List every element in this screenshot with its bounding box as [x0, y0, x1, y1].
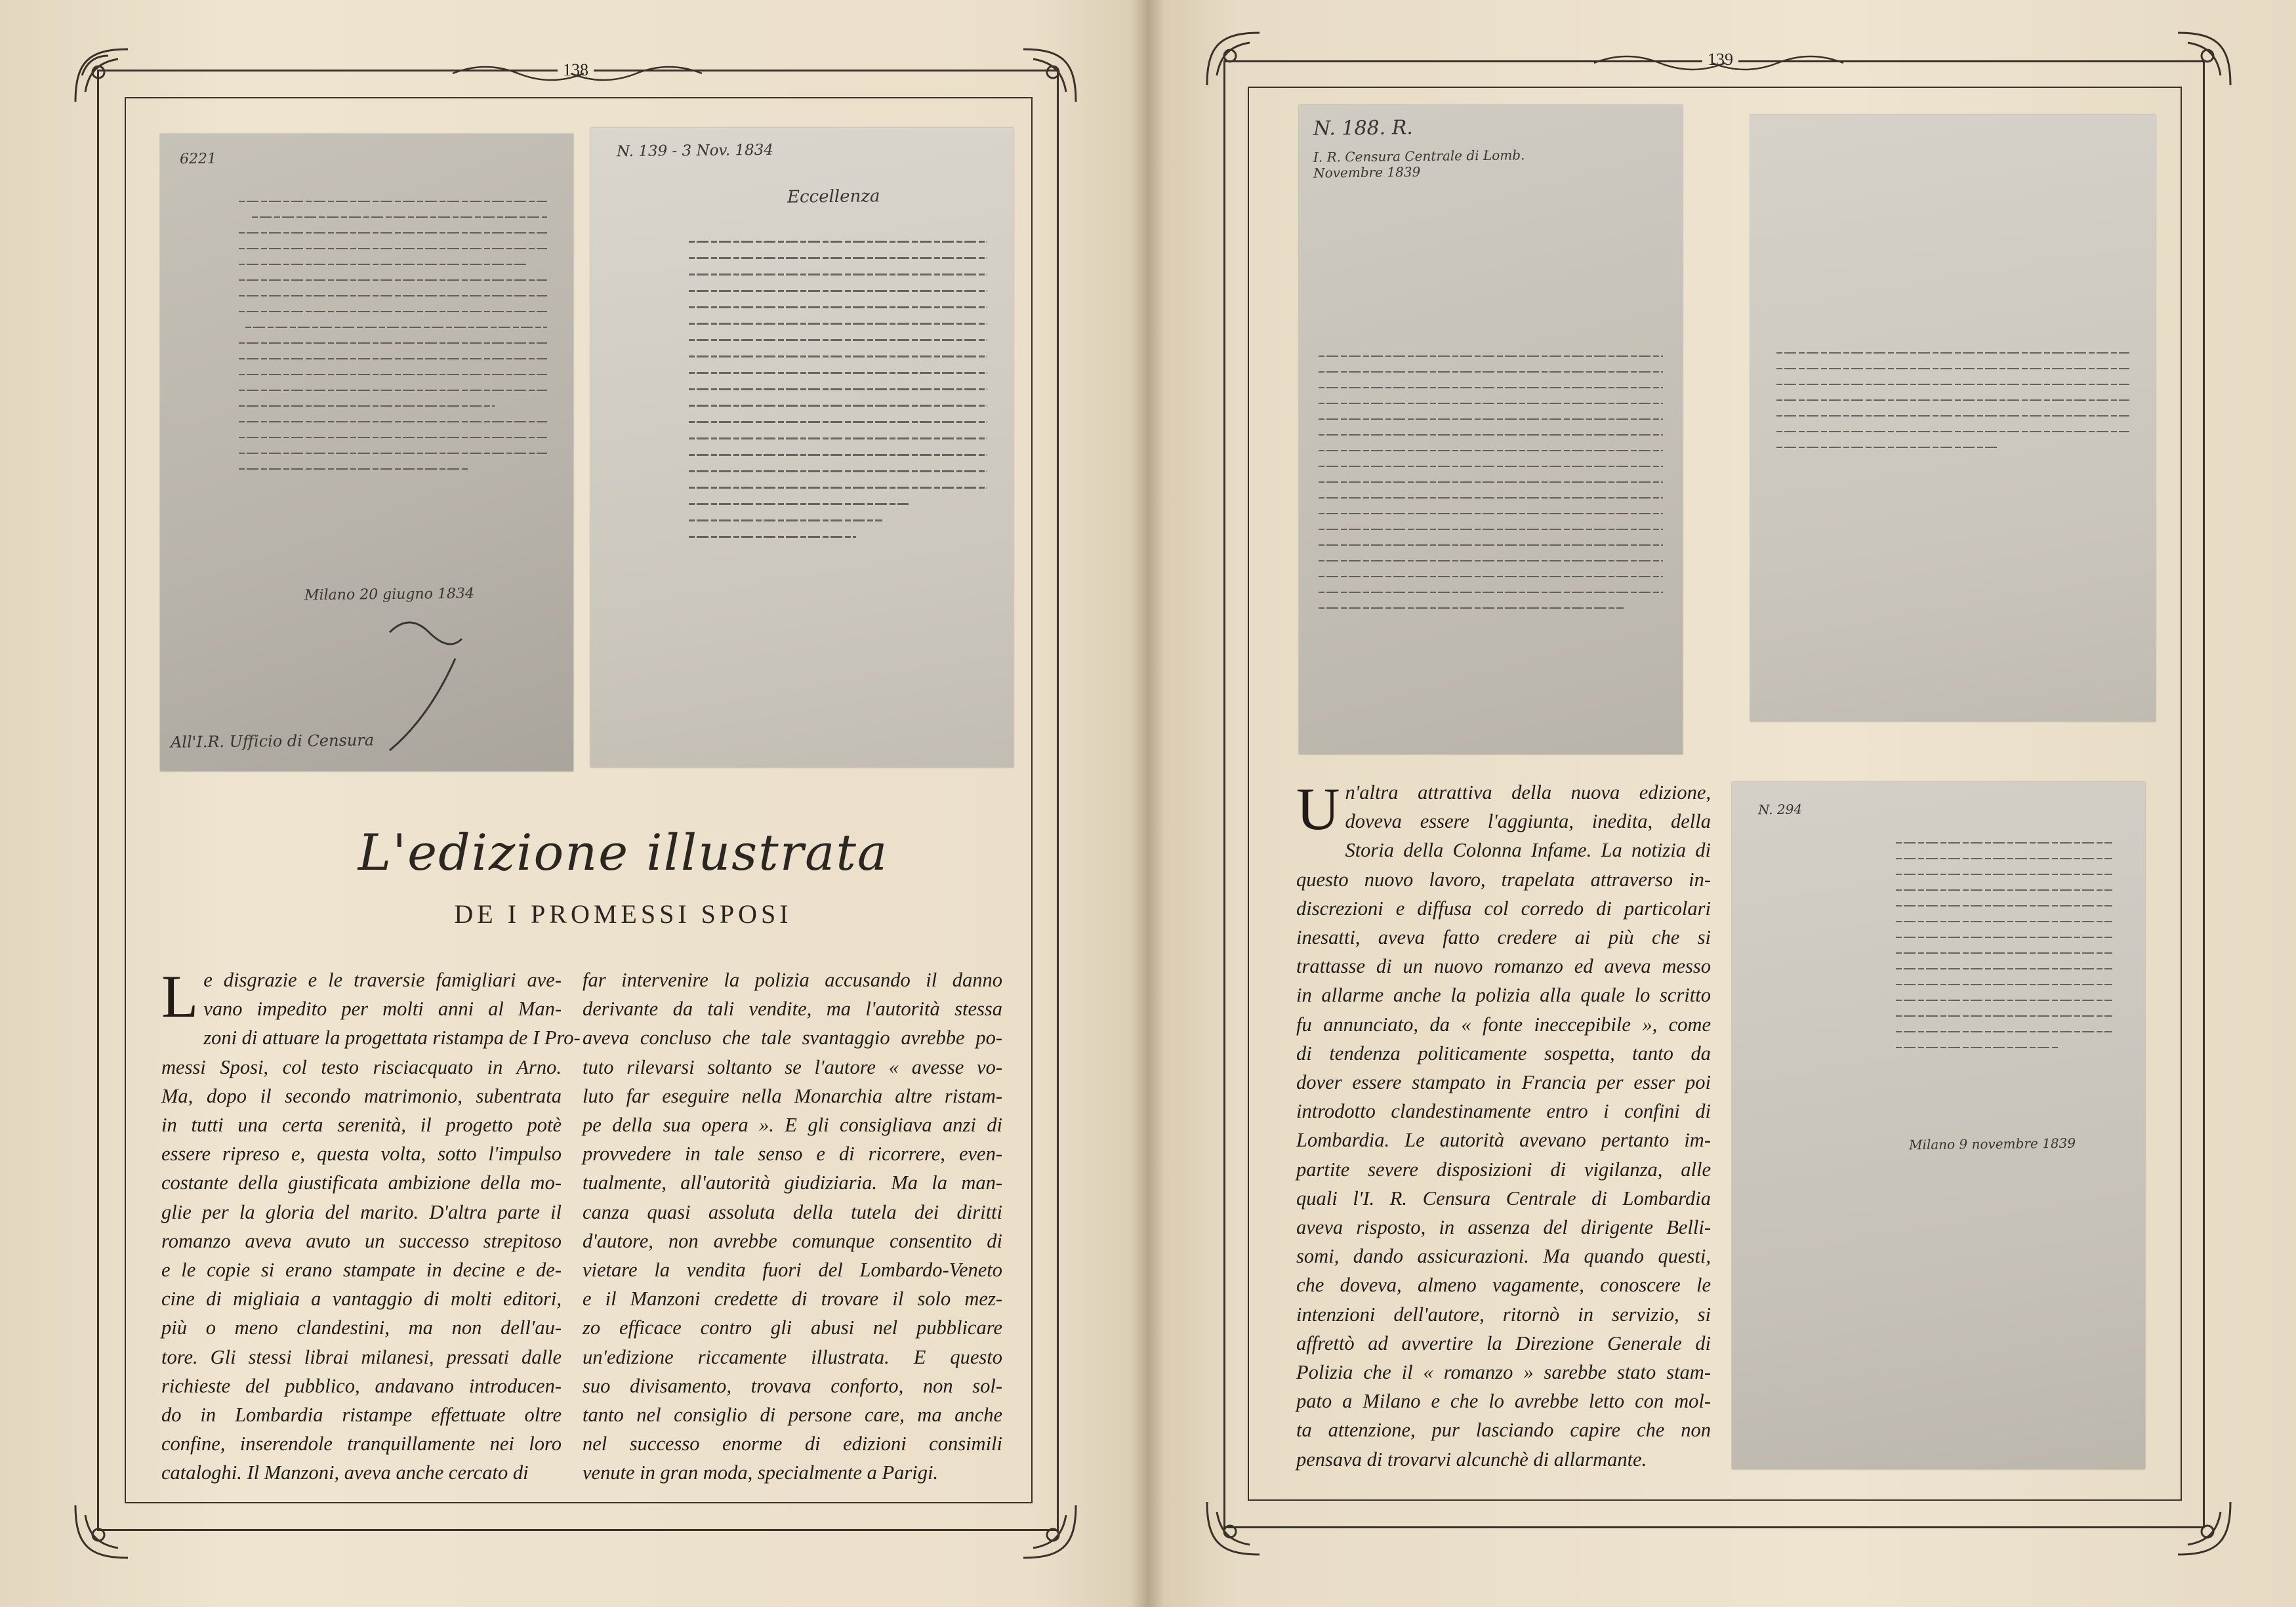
- corner-ornament-icon: [62, 1492, 141, 1571]
- manuscript-photo-3: [1299, 105, 1683, 754]
- text-line: cataloghi. Il Manzoni, aveva anche cercato di: [161, 1461, 529, 1484]
- manuscript-5-handwriting: [1896, 828, 2112, 1063]
- text-line: somi, dando assicurazioni. Ma quando questi,: [1296, 1245, 1711, 1268]
- manuscript-2-header: N. 139 - 3 Nov. 1834: [616, 141, 774, 161]
- text-line: inesatti, aveva fatto credere ai più che si: [1296, 926, 1711, 949]
- manuscript-1-signoff: Milano 20 giugno 1834: [304, 585, 475, 604]
- text-line: nel successo enorme di edizioni consimili: [583, 1433, 1002, 1455]
- text-line: che doveva, almeno vagamente, conoscere le: [1296, 1274, 1711, 1297]
- page-number: 139: [1702, 50, 1738, 70]
- right-page: [1148, 0, 2296, 1607]
- text-line: Storia della Colonna Infame. La notizia di: [1345, 839, 1711, 862]
- text-line: ta attenzione, pur lasciando capire che non: [1296, 1419, 1711, 1442]
- manuscript-4-handwriting: [1776, 338, 2129, 462]
- text-line: questo nuovo lavoro, trapelata attraverso in-: [1296, 868, 1711, 891]
- text-line: cine di migliaia a vantaggio di molti editori,: [161, 1288, 562, 1311]
- text-line: più o meno clandestini, ma non dell'au-: [161, 1316, 562, 1339]
- top-flourish-icon: [446, 60, 708, 87]
- text-line: suo divisamento, trovava conforto, non sol-: [583, 1374, 1002, 1397]
- manuscript-photo-5: [1732, 782, 2145, 1469]
- text-line: costante della giustificata ambizione della mo-: [161, 1171, 562, 1194]
- text-line: luto far eseguire nella Monarchia altre ristam-: [583, 1084, 1002, 1107]
- section-title: L'edizione illustrata: [358, 823, 889, 882]
- manuscript-2-salutation: Eccellenza: [787, 186, 880, 207]
- manuscript-photo-2: [590, 128, 1014, 767]
- text-line: Ma, dopo il secondo matrimonio, subentrata: [161, 1084, 562, 1107]
- text-line: glie per la gloria del marito. D'altra parte il: [161, 1200, 562, 1223]
- text-line: Lombardia. Le autorità avevano pertanto im-: [1296, 1129, 1711, 1152]
- text-line: tanto nel consiglio di persone care, ma anche: [583, 1404, 1002, 1427]
- text-line: partite severe disposizioni di vigilanza, alle: [1296, 1158, 1711, 1181]
- page-number: 138: [558, 60, 594, 80]
- manuscript-1-footer: All'I.R. Ufficio di Censura: [170, 731, 375, 752]
- text-line: richieste del pubblico, andavano introducen-: [161, 1374, 562, 1397]
- text-line: essere ripreso e, questa volta, sotto l'impulso: [161, 1143, 562, 1166]
- corner-ornament-icon: [62, 36, 141, 115]
- manuscript-3-handwriting: [1319, 341, 1663, 623]
- text-line: provvedere in tale senso e di ricorrere, even-: [583, 1143, 1002, 1166]
- manuscript-photo-1: [160, 134, 573, 771]
- manuscript-1-header: 6221: [179, 150, 217, 168]
- corner-ornament-icon: [2165, 1489, 2244, 1568]
- text-line: n'altra attrattiva della nuova edizione,: [1345, 781, 1711, 804]
- drop-cap: U: [1296, 775, 1340, 842]
- text-line: in tutti una certa serenità, il progetto potè: [161, 1114, 562, 1137]
- corner-ornament-icon: [1194, 1489, 1273, 1568]
- text-line: doveva essere l'aggiunta, inedita, della: [1345, 810, 1711, 833]
- text-line: aveva concluso che tale svantaggio avrebbe po-: [583, 1027, 1002, 1049]
- corner-ornament-icon: [1010, 36, 1089, 115]
- text-line: affrettò ad avvertire la Direzione Generale di: [1296, 1332, 1711, 1354]
- text-line: e disgrazie e le traversie famigliari ave-: [203, 969, 562, 991]
- text-line: vano impedito per molti anni al Man-: [203, 998, 562, 1021]
- text-line: vietare la vendita fuori del Lombardo-Veneto: [583, 1259, 1002, 1282]
- corner-ornament-icon: [2165, 20, 2244, 98]
- manuscript-5-header: N. 294: [1757, 801, 1803, 818]
- book-gutter: [1132, 0, 1164, 1607]
- text-line: venute in gran moda, specialmente a Parigi.: [583, 1461, 939, 1484]
- text-line: messi Sposi, col testo risciacquato in Arno.: [161, 1055, 562, 1078]
- text-line: di tendenza politicamente sospetta, tanto da: [1296, 1042, 1711, 1065]
- text-line: far intervenire la polizia accusando il danno: [583, 969, 1002, 991]
- text-line: in allarme anche la polizia alla quale lo scritto: [1296, 984, 1711, 1007]
- text-line: pensava di trovarvi alcunchè di allarmante.: [1296, 1448, 1647, 1471]
- manuscript-3-subheader: I. R. Censura Centrale di Lomb. Novembre 1839: [1313, 147, 1525, 181]
- text-line: canza quasi assoluta della tutela dei diritti: [583, 1200, 1002, 1223]
- text-line: tuto rilevarsi soltanto se l'autore « avesse vo-: [583, 1055, 1002, 1078]
- text-column-3: [1296, 775, 1711, 1474]
- text-line: Polizia che il « romanzo » sarebbe stato stam-: [1296, 1361, 1711, 1384]
- drop-cap: L: [161, 963, 199, 1030]
- text-line: e il Manzoni credette di trovare il solo mez-: [583, 1288, 1002, 1311]
- text-line: romanzo aveva avuto un successo strepitoso: [161, 1229, 562, 1252]
- section-subtitle: DE I PROMESSI SPOSI: [454, 899, 792, 929]
- text-line: confine, inserendole tranquillamente nei loro: [161, 1433, 562, 1455]
- manuscript-1-handwriting: [239, 186, 547, 484]
- text-line: discrezioni e diffusa col corredo di particolari: [1296, 897, 1711, 920]
- corner-ornament-icon: [1194, 20, 1273, 98]
- text-line: do in Lombardia ristampe effettuate oltre: [161, 1404, 562, 1427]
- text-line: derivante da tali vendite, ma l'autorità stessa: [583, 998, 1002, 1021]
- text-line: trattasse di un nuovo romanzo ed aveva messo: [1296, 955, 1711, 978]
- text-line: intenzioni dell'autore, ritornò in servizio, si: [1296, 1303, 1711, 1326]
- manuscript-5-signoff: Milano 9 novembre 1839: [1908, 1135, 2076, 1153]
- text-column-2: [583, 966, 1002, 1488]
- text-line: e le copie si erano stampate in decine e de-: [161, 1259, 562, 1282]
- text-line: quali l'I. R. Censura Centrale di Lombardia: [1296, 1187, 1711, 1210]
- text-line: tore. Gli stessi librai milanesi, pressati dalle: [161, 1345, 562, 1368]
- text-line: pato a Milano e che lo avrebbe letto con mol-: [1296, 1390, 1711, 1413]
- manuscript-3-header: N. 188. R.: [1313, 116, 1414, 140]
- text-column-1: [161, 963, 581, 1488]
- text-line: tualmente, all'autorità giudiziaria. Ma la man-: [583, 1171, 1002, 1194]
- manuscript-photo-4: [1750, 115, 2156, 722]
- corner-ornament-icon: [1010, 1492, 1089, 1571]
- text-line: un'edizione riccamente illustrata. E questo: [583, 1345, 1002, 1368]
- text-line: fu annunciato, da « fonte ineccepibile », come: [1296, 1013, 1711, 1036]
- signature-icon: [377, 606, 482, 757]
- text-line: zoni di attuare la progettata ristampa de I Pro-: [203, 1027, 581, 1049]
- text-line: dover essere stampato in Francia per esser poi: [1296, 1071, 1711, 1094]
- text-line: introdotto clandestinamente entro i confini di: [1296, 1100, 1711, 1123]
- top-flourish-icon: [1588, 50, 1850, 76]
- text-line: d'autore, non avrebbe comunque consentito di: [583, 1229, 1002, 1252]
- text-line: pe della sua opera ». E gli consigliava anzi di: [583, 1114, 1002, 1137]
- text-line: zo efficace contro gli abusi nel pubblicare: [583, 1316, 1002, 1339]
- text-line: aveva risposto, in assenza del dirigente Belli-: [1296, 1216, 1711, 1239]
- manuscript-2-handwriting: [689, 226, 987, 552]
